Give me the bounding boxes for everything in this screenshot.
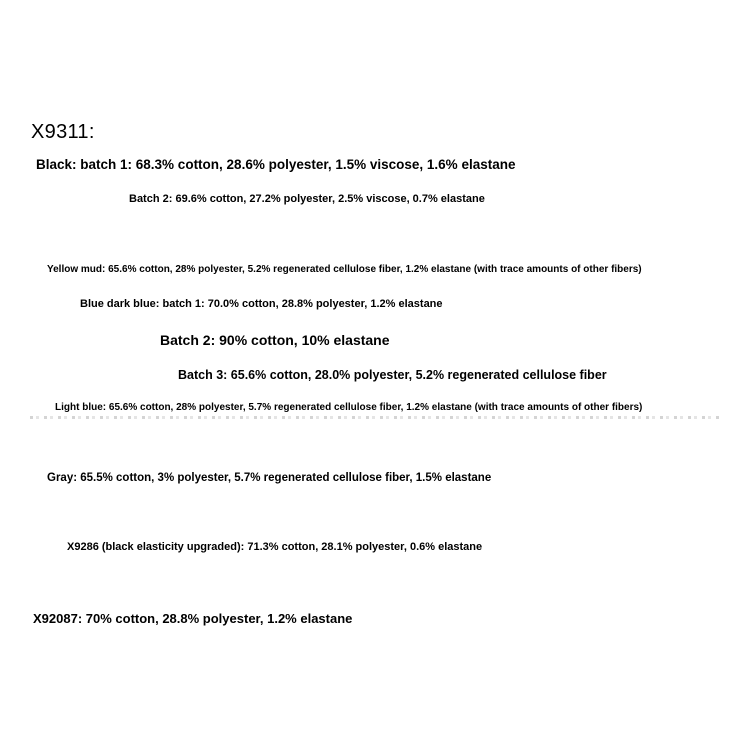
yellow-mud-composition: Yellow mud: 65.6% cotton, 28% polyester, 5.2% regenerated cellulose fiber, 1.2% elastane (with trace amounts of other fibers) <box>47 264 642 275</box>
page-title: X9311: <box>31 121 95 143</box>
gray-composition: Gray: 65.5% cotton, 3% polyester, 5.7% regenerated cellulose fiber, 1.5% elastane <box>47 472 492 484</box>
blue-batch1-composition: Blue dark blue: batch 1: 70.0% cotton, 28.8% polyester, 1.2% elastane <box>80 298 443 310</box>
black-batch1-composition: Black: batch 1: 68.3% cotton, 28.6% polyester, 1.5% viscose, 1.6% elastane <box>36 157 516 172</box>
x92087-composition: X92087: 70% cotton, 28.8% polyester, 1.2% elastane <box>33 611 353 626</box>
blue-batch3-composition: Batch 3: 65.6% cotton, 28.0% polyester, 5.2% regenerated cellulose fiber <box>178 368 607 382</box>
black-batch2-composition: Batch 2: 69.6% cotton, 27.2% polyester, 2.5% viscose, 0.7% elastane <box>129 193 485 205</box>
blue-batch2-composition: Batch 2: 90% cotton, 10% elastane <box>160 332 390 348</box>
x9286-composition: X9286 (black elasticity upgraded): 71.3% cotton, 28.1% polyester, 0.6% elastane <box>67 541 483 553</box>
light-blue-composition: Light blue: 65.6% cotton, 28% polyester, 5.7% regenerated cellulose fiber, 1.2% elastane (with trace amounts of other fibers) <box>55 402 643 413</box>
scan-artifact-line <box>30 416 720 419</box>
